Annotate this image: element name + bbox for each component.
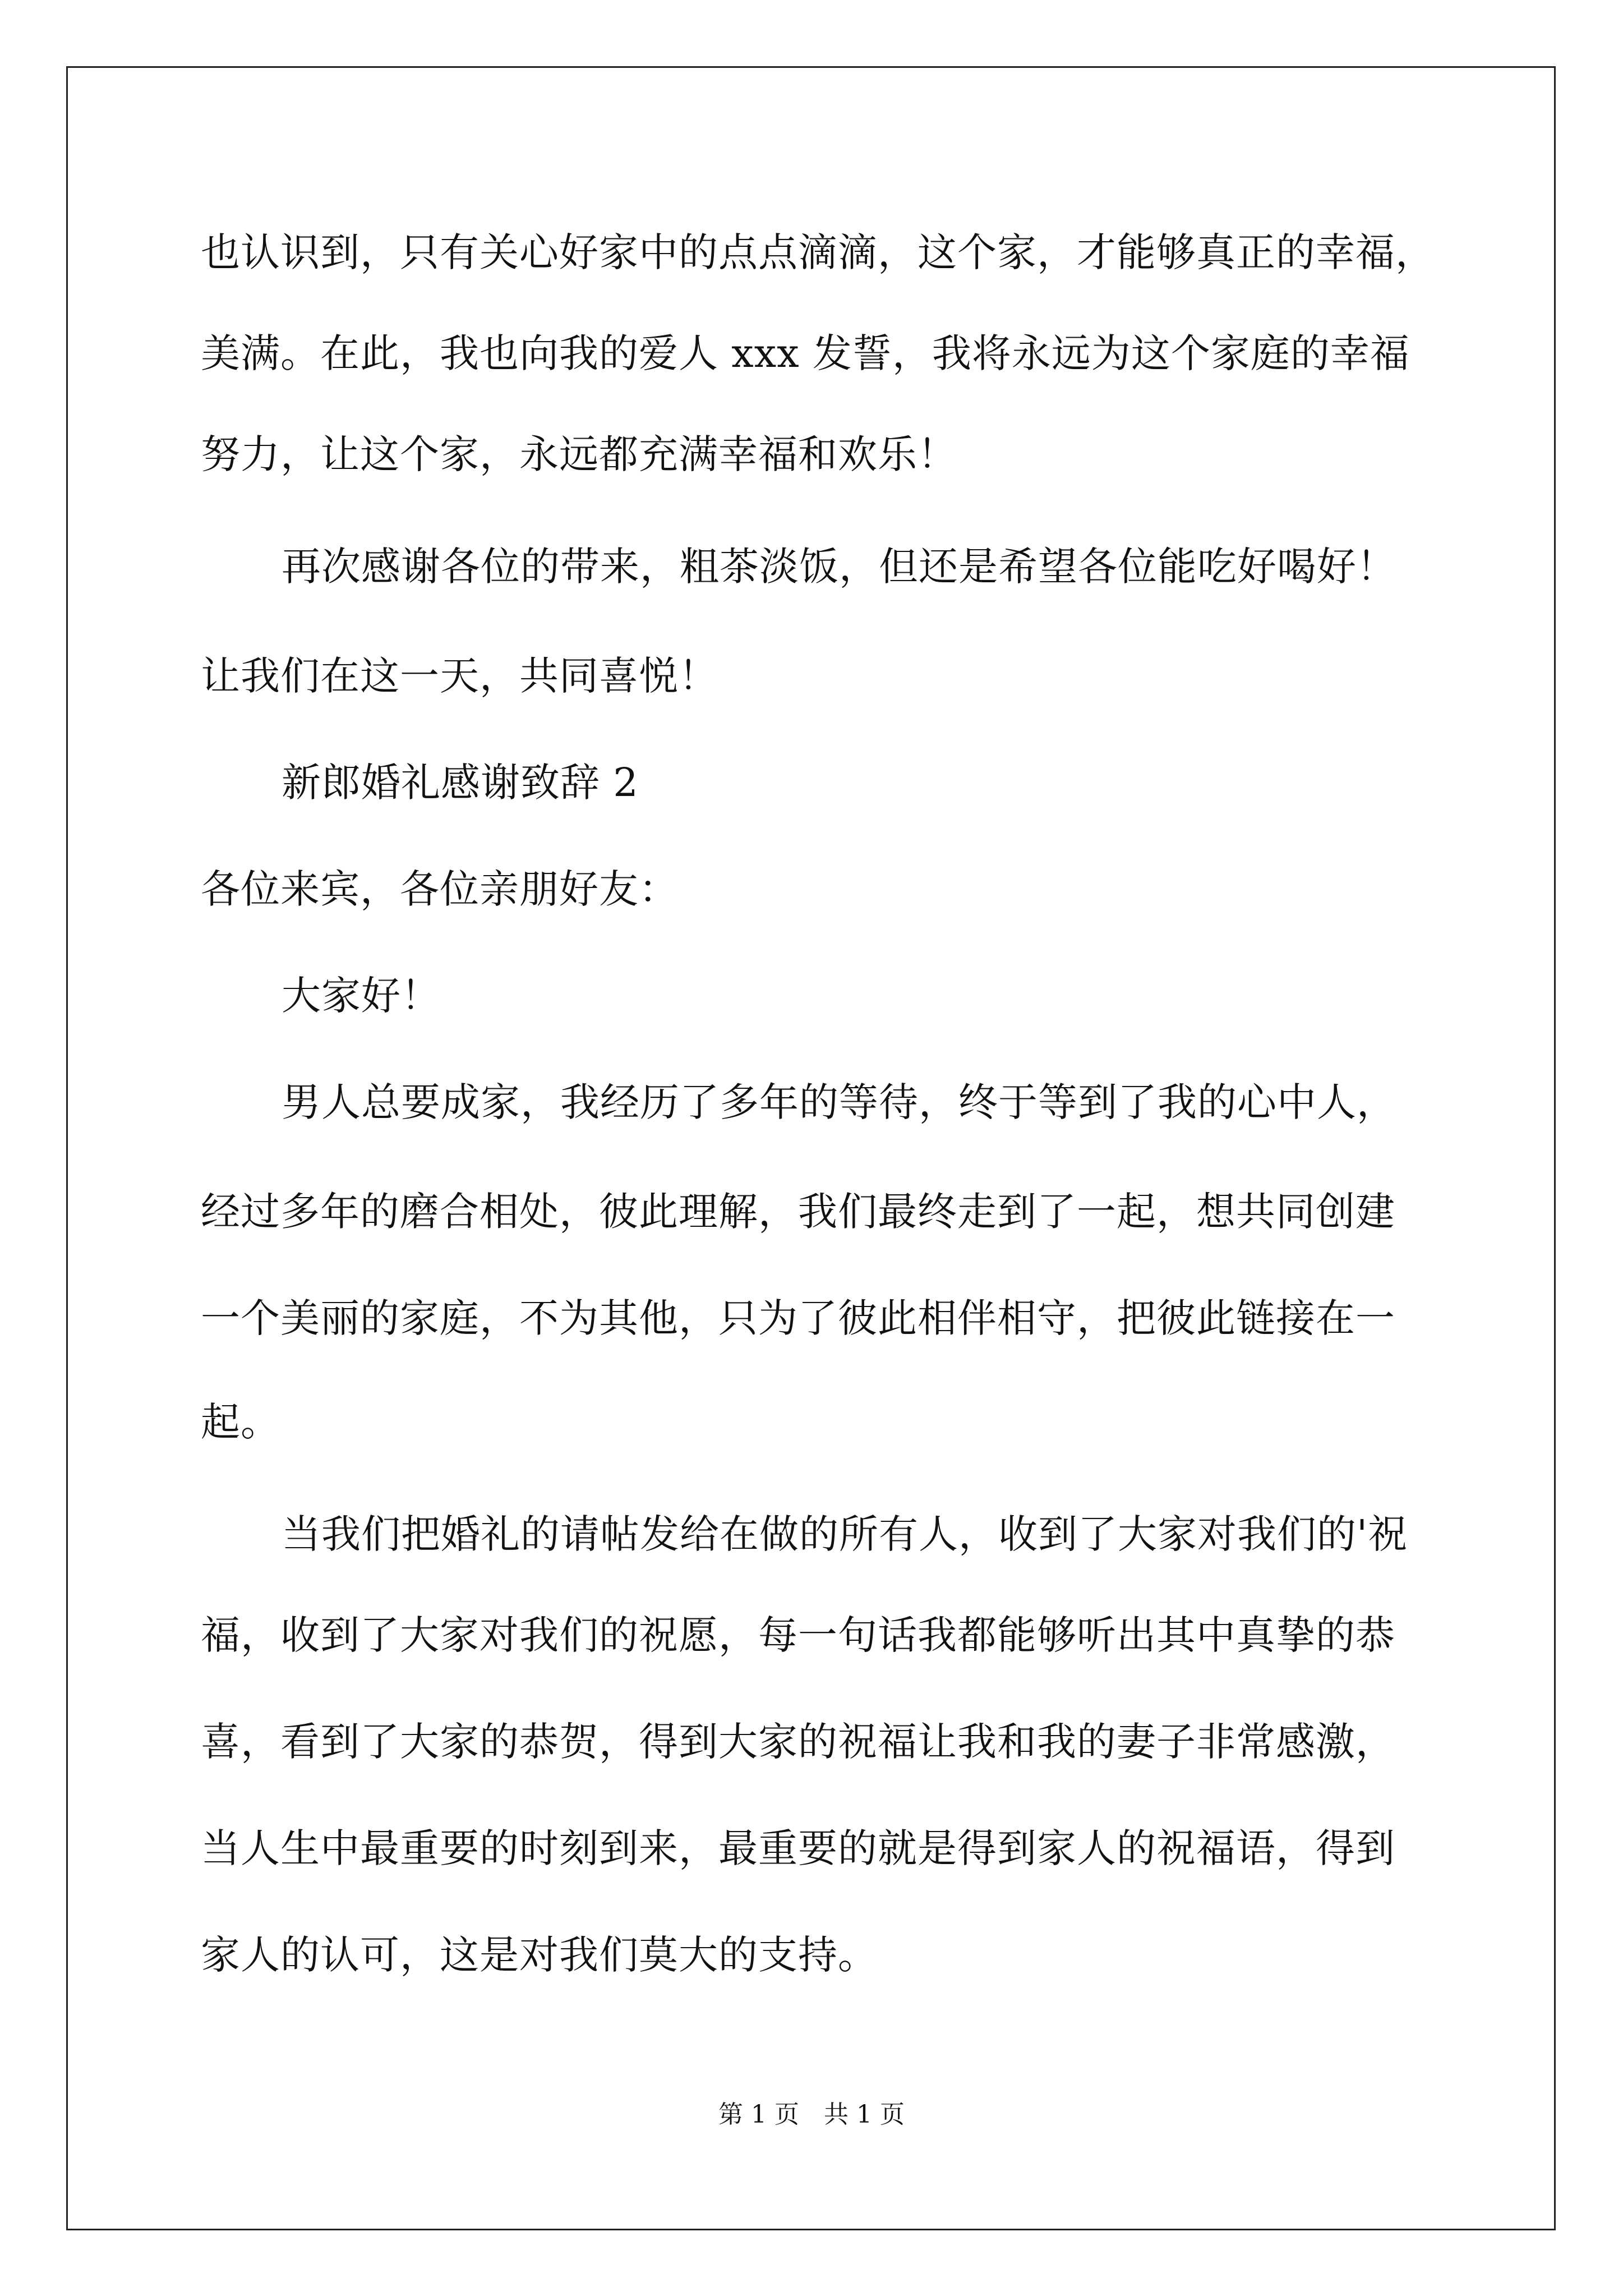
paragraph-line: 一个美丽的家庭，不为其他，只为了彼此相伴相守，把彼此链接在一 bbox=[201, 1295, 1395, 1341]
paragraph-line: 起。 bbox=[201, 1399, 280, 1445]
paragraph-line: 经过多年的磨合相处，彼此理解，我们最终走到了一起，想共同创建 bbox=[201, 1189, 1395, 1235]
paragraph-line: 家人的认可，这是对我们莫大的支持。 bbox=[201, 1932, 878, 1978]
paragraph-line: 当人生中最重要的时刻到来，最重要的就是得到家人的祝福语，得到 bbox=[201, 1825, 1395, 1871]
section-heading: 新郎婚礼感谢致辞 2 bbox=[282, 760, 639, 806]
paragraph-line: 美满。在此，我也向我的爱人 xxx 发誓，我将永远为这个家庭的幸福 bbox=[201, 330, 1410, 376]
paragraph-line: 喜，看到了大家的恭贺，得到大家的祝福让我和我的妻子非常感激， bbox=[201, 1719, 1395, 1765]
greeting: 大家好！ bbox=[282, 973, 441, 1019]
paragraph-line: 福，收到了大家对我们的祝愿，每一句话我都能够听出其中真挚的恭 bbox=[201, 1612, 1395, 1658]
paragraph-line: 当我们把婚礼的请帖发给在做的所有人，收到了大家对我们的'祝 bbox=[282, 1511, 1408, 1557]
paragraph-line: 男人总要成家，我经历了多年的等待，终于等到了我的心中人， bbox=[282, 1079, 1396, 1125]
page-frame bbox=[66, 66, 1556, 2230]
paragraph-line: 也认识到，只有关心好家中的点点滴滴，这个家，才能够真正的幸福， bbox=[201, 229, 1435, 275]
paragraph-line: 让我们在这一天，共同喜悦！ bbox=[201, 653, 718, 699]
paragraph-line: 努力，让这个家，永远都充满幸福和欢乐！ bbox=[201, 431, 957, 477]
paragraph-line: 再次感谢各位的带来，粗茶淡饭，但还是希望各位能吃好喝好！ bbox=[282, 544, 1396, 590]
salutation: 各位来宾，各位亲朋好友： bbox=[201, 866, 679, 912]
page-number-footer: 第 1 页 共 1 页 bbox=[718, 2100, 905, 2129]
